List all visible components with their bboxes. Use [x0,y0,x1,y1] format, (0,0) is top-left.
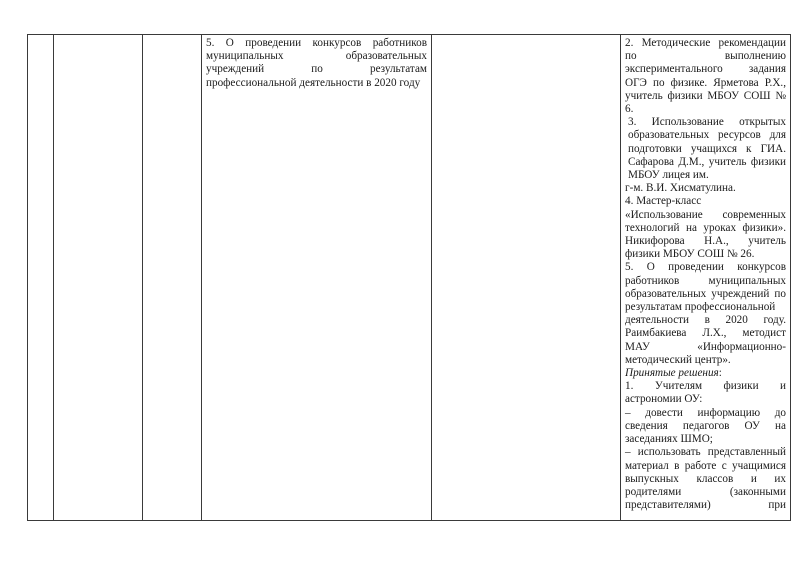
content-item-3: 3. Использование открытых образовательных ресурсов для подготовки учащихся к ГИА. Сафарова Д.М., учитель физики МБОУ лицея им. [628,116,786,182]
cell-date [54,35,143,521]
content-item-3-cont: г-м. В.И. Хисматулина. [625,182,736,195]
content-item-5-cont: деятельности в 2020 году. Раимбакиева Л.Х., методист МАУ «Информационно-методический центр». [625,314,786,366]
cell-participants [432,35,621,521]
decision-1: 1. Учителям физики и астрономии ОУ: [625,380,786,406]
cell-agenda [202,35,432,521]
content-text [625,37,786,512]
cell-content [621,35,791,521]
decisions-heading [625,367,786,380]
content-item-5: 5. О проведении конкурсов работников муниципальных образовательных учреждений по результатам профессиональной [625,261,786,314]
content-item-2: 2. Методические рекомендации по выполнению экспериментального задания ОГЭ по физике. Ярметова Р.Х., учитель физики МБОУ СОШ № 6. [625,37,786,116]
cell-type [143,35,202,521]
decisions-heading-colon: : [718,367,722,380]
table-row [28,35,791,521]
agenda-text [206,37,427,90]
content-item-4: «Использование современных технологий на уроках физики». Никифорова Н.А., учитель физики МБОУ СОШ № 26. [625,208,786,261]
decision-1a: – довести информацию до сведения педагогов ОУ на заседаниях ШМО; [625,406,786,446]
minutes-table [27,34,791,521]
cell-number [28,35,54,521]
agenda-item-5: 5. О проведении конкурсов работников муниципальных образовательных учреждений по результатам профессиональной деятельности в 2020 году [206,37,427,89]
decisions-heading-text: Принятые решения [625,367,719,380]
decision-1b: – использовать представленный материал в работе с учащимися выпускных классов и их родителями (законными представителями) при [625,446,786,512]
content-item-4-title: 4. Мастер-класс [625,195,702,208]
